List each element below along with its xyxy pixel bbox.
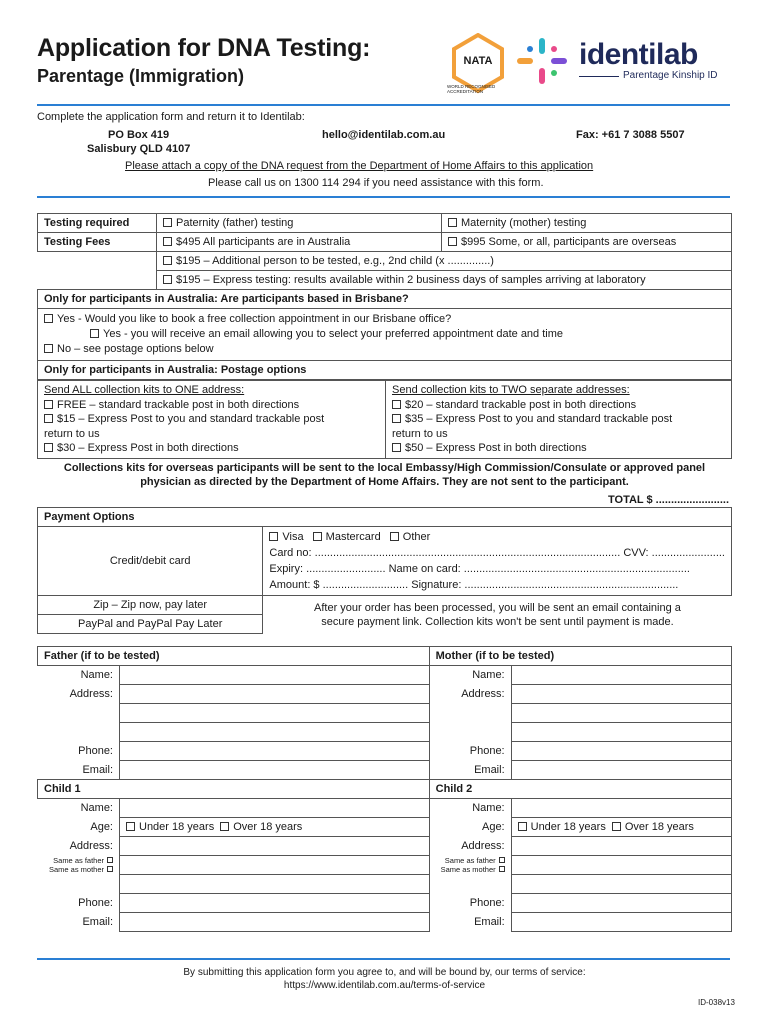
checkbox[interactable] [163,237,172,246]
child2-age-options: Under 18 years Over 18 years [511,818,731,837]
amount-field[interactable]: Amount: $ ............................ Signature: ...................................................................... [269,579,679,591]
mastercard-label: Mastercard [325,531,381,543]
total-field[interactable]: TOTAL $ ........................ [608,494,730,506]
payment-after-note: After your order has been processed, you will be sent an email containing a secure payment link. Collection kits won't be sent until payment is made. [314,601,681,628]
payment-table [37,507,732,634]
other-label: Other [402,531,431,543]
postage-two-opt2-cont: return to us [392,427,448,440]
payment-heading: Payment Options [38,508,732,527]
nata-text: NATA [463,55,493,67]
mother-name-label: Name: [472,669,505,682]
under18-checkbox[interactable] [518,822,527,831]
brisbane-yes-sub-option[interactable]: Yes - you will receive an email allowing you to select your preferred appointment date and time [44,327,725,342]
checkbox[interactable] [448,237,457,246]
contact-fax: Fax: +61 7 3088 5507 [576,129,685,141]
mother-address-input-2[interactable] [511,704,731,723]
mother-phone-label: Phone: [469,745,505,757]
form-code: ID-038v13 [698,998,735,1007]
same-as-mother-checkbox[interactable] [107,866,113,872]
call-note: Please call us on 1300 114 294 if you need assistance with this form. [208,177,544,189]
father-address-input-3[interactable] [120,723,430,742]
checkbox[interactable] [392,443,401,452]
child2-email-label: Email: [474,916,505,928]
checkbox[interactable] [44,344,53,353]
terms-url[interactable]: https://www.identilab.com.au/terms-of-service [283,980,486,991]
po-box: PO Box 419 [108,129,170,141]
child2-address-input-2[interactable] [511,856,731,875]
mother-address-input-1[interactable] [511,685,731,704]
father-address-input-1[interactable] [120,685,430,704]
brisbane-no-option[interactable]: No – see postage options below [44,342,725,357]
brisbane-yes-option[interactable]: Yes - Would you like to book a free collection appointment in our Brisbane office? [44,312,725,327]
child1-name-label: Name: [80,802,113,815]
mother-address-label: Address: [461,688,505,700]
mother-email-input[interactable] [511,761,731,780]
overseas-note-2: physician as directed by the Department of Home Affairs. They are not sent to the participant. [140,476,629,488]
mother-phone-input[interactable] [511,742,731,761]
card-number-field[interactable]: Card no: .................................................................................................... CVV: ........................ [269,547,725,559]
paternity-option[interactable]: Paternity (father) testing [157,214,442,233]
identilab-logo [515,36,745,88]
fee-overseas-option[interactable]: $995 Some, or all, participants are overseas [442,233,732,252]
postage-one-opt3[interactable]: $30 – Express Post in both directions [44,441,379,456]
child1-age-options: Under 18 years Over 18 years [120,818,430,837]
checkbox[interactable] [44,414,53,423]
credit-card-fields [263,527,732,596]
divider-bottom [37,958,730,960]
expiry-field[interactable]: Expiry: .......................... Name on card: .......................................................................... [269,563,690,575]
checkbox[interactable] [163,275,172,284]
father-phone-input[interactable] [120,742,430,761]
fee-additional-option[interactable]: $195 – Additional person to be tested, e.g., 2nd child (x ..............) [157,252,732,271]
postage-table [37,380,732,459]
postage-one-opt2[interactable]: $15 – Express Post to you and standard trackable post [44,412,379,427]
child1-name-input[interactable] [120,799,430,818]
child2-same-as: Same as father Same as mother [429,856,511,875]
father-name-input[interactable] [120,666,430,685]
child2-address-input-1[interactable] [511,837,731,856]
checkbox[interactable] [163,218,172,227]
same-as-father-checkbox[interactable] [499,857,505,863]
fee-aus-option[interactable]: $495 All participants are in Australia [157,233,442,252]
credit-card-label: Credit/debit card [38,527,263,596]
fee-express-option[interactable]: $195 – Express testing: results available within 2 business days of samples arriving at laboratory [157,271,732,290]
zip-option[interactable]: Zip – Zip now, pay later [38,596,263,615]
postage-heading: Only for participants in Australia: Postage options [38,361,732,380]
postage-two-addresses [386,381,732,459]
child1-address-input-2[interactable] [120,856,430,875]
under18-checkbox[interactable] [126,822,135,831]
brisbane-options [38,309,732,361]
father-name-label: Name: [80,669,113,682]
attach-note: Please attach a copy of the DNA request from the Department of Home Affairs to this application [125,160,594,172]
postage-two-opt2[interactable]: $35 – Express Post to you and standard trackable post [392,412,725,427]
same-as-father-checkbox[interactable] [107,857,113,863]
page-title: Application for DNA Testing: [37,34,371,62]
mother-email-label: Email: [474,763,505,776]
checkbox[interactable] [392,400,401,409]
child1-same-as: Same as father Same as mother [38,856,120,875]
checkbox[interactable] [44,314,53,323]
child2-name-label: Name: [472,802,505,815]
postage-one-heading: Send ALL collection kits to ONE address: [44,384,245,396]
father-address-input-2[interactable] [120,704,430,723]
identilab-mark-icon [515,36,571,88]
card-type-options [269,529,725,545]
child1-age-label: Age: [90,821,113,833]
child2-address-input-3[interactable] [511,875,731,894]
brand-tagline: Parentage Kinship ID [623,70,718,81]
divider-top [37,104,730,106]
postage-one-opt2-cont: return to us [44,427,100,440]
child1-email-input[interactable] [120,913,430,932]
father-address-label: Address: [69,688,113,700]
child2-heading: Child 2 [429,780,731,799]
father-email-label: Email: [82,763,113,776]
child2-phone-input[interactable] [511,894,731,913]
brisbane-heading: Only for participants in Australia: Are participants based in Brisbane? [38,290,732,309]
same-as-mother-checkbox[interactable] [499,866,505,872]
mother-heading: Mother (if to be tested) [429,647,731,666]
child2-name-input[interactable] [511,799,731,818]
checkbox[interactable] [448,218,457,227]
child1-phone-input[interactable] [120,894,430,913]
nata-subtext: WORLD RECOGNISED ACCREDITATION [447,84,496,94]
mastercard-checkbox[interactable] [313,532,322,541]
visa-checkbox[interactable] [269,532,278,541]
child2-email-input[interactable] [511,913,731,932]
terms-agreement: By submitting this application form you agree to, and will be bound by, our terms of service: [183,967,586,978]
child2-age-label: Age: [481,821,505,833]
suburb: Salisbury QLD 4107 [87,143,191,155]
over18-checkbox[interactable] [220,822,229,831]
child1-address-input-1[interactable] [120,837,430,856]
page-subtitle: Parentage (Immigration) [37,66,245,86]
contact-email[interactable]: hello@identilab.com.au [322,129,446,141]
father-phone-label: Phone: [78,745,113,757]
maternity-option[interactable]: Maternity (mother) testing [442,214,732,233]
checkbox[interactable] [392,414,401,423]
child2-phone-label: Phone: [469,897,505,909]
divider-mid [37,196,730,198]
brand-name: identilab [579,38,698,71]
checkbox[interactable] [90,329,99,338]
checkbox[interactable] [44,443,53,452]
postage-two-opt3[interactable]: $50 – Express Post in both directions [392,441,725,456]
participants-table [37,646,732,932]
child1-address-label: Address: [69,840,113,852]
checkbox[interactable] [163,256,172,265]
paypal-option[interactable]: PayPal and PayPal Pay Later [38,615,263,634]
over18-checkbox[interactable] [612,822,621,831]
child1-phone-label: Phone: [78,897,113,909]
checkbox[interactable] [44,400,53,409]
intro-text: Complete the application form and return it to Identilab: [37,111,305,123]
child1-email-label: Email: [82,916,113,928]
testing-fees-label: Testing Fees [38,233,157,252]
mother-name-input[interactable] [511,666,731,685]
father-email-input[interactable] [120,761,430,780]
overseas-note-1: Collections kits for overseas participants will be sent to the local Embassy/High Commission/Consulate or approved panel [63,462,706,474]
visa-label: Visa [282,531,304,543]
postage-two-heading: Send collection kits to TWO separate addresses: [392,384,630,396]
testing-required-label: Testing required [38,214,157,233]
postage-one-address [38,381,386,459]
testing-table [37,213,732,380]
child2-address-label: Address: [461,840,505,852]
child1-heading: Child 1 [38,780,430,799]
postage-two-opt1[interactable]: $20 – standard trackable post in both directions [392,398,725,413]
mother-address-input-3[interactable] [511,723,731,742]
other-checkbox[interactable] [390,532,399,541]
child1-address-input-3[interactable] [120,875,430,894]
postage-one-opt1[interactable]: FREE – standard trackable post in both directions [44,398,379,413]
father-heading: Father (if to be tested) [38,647,430,666]
